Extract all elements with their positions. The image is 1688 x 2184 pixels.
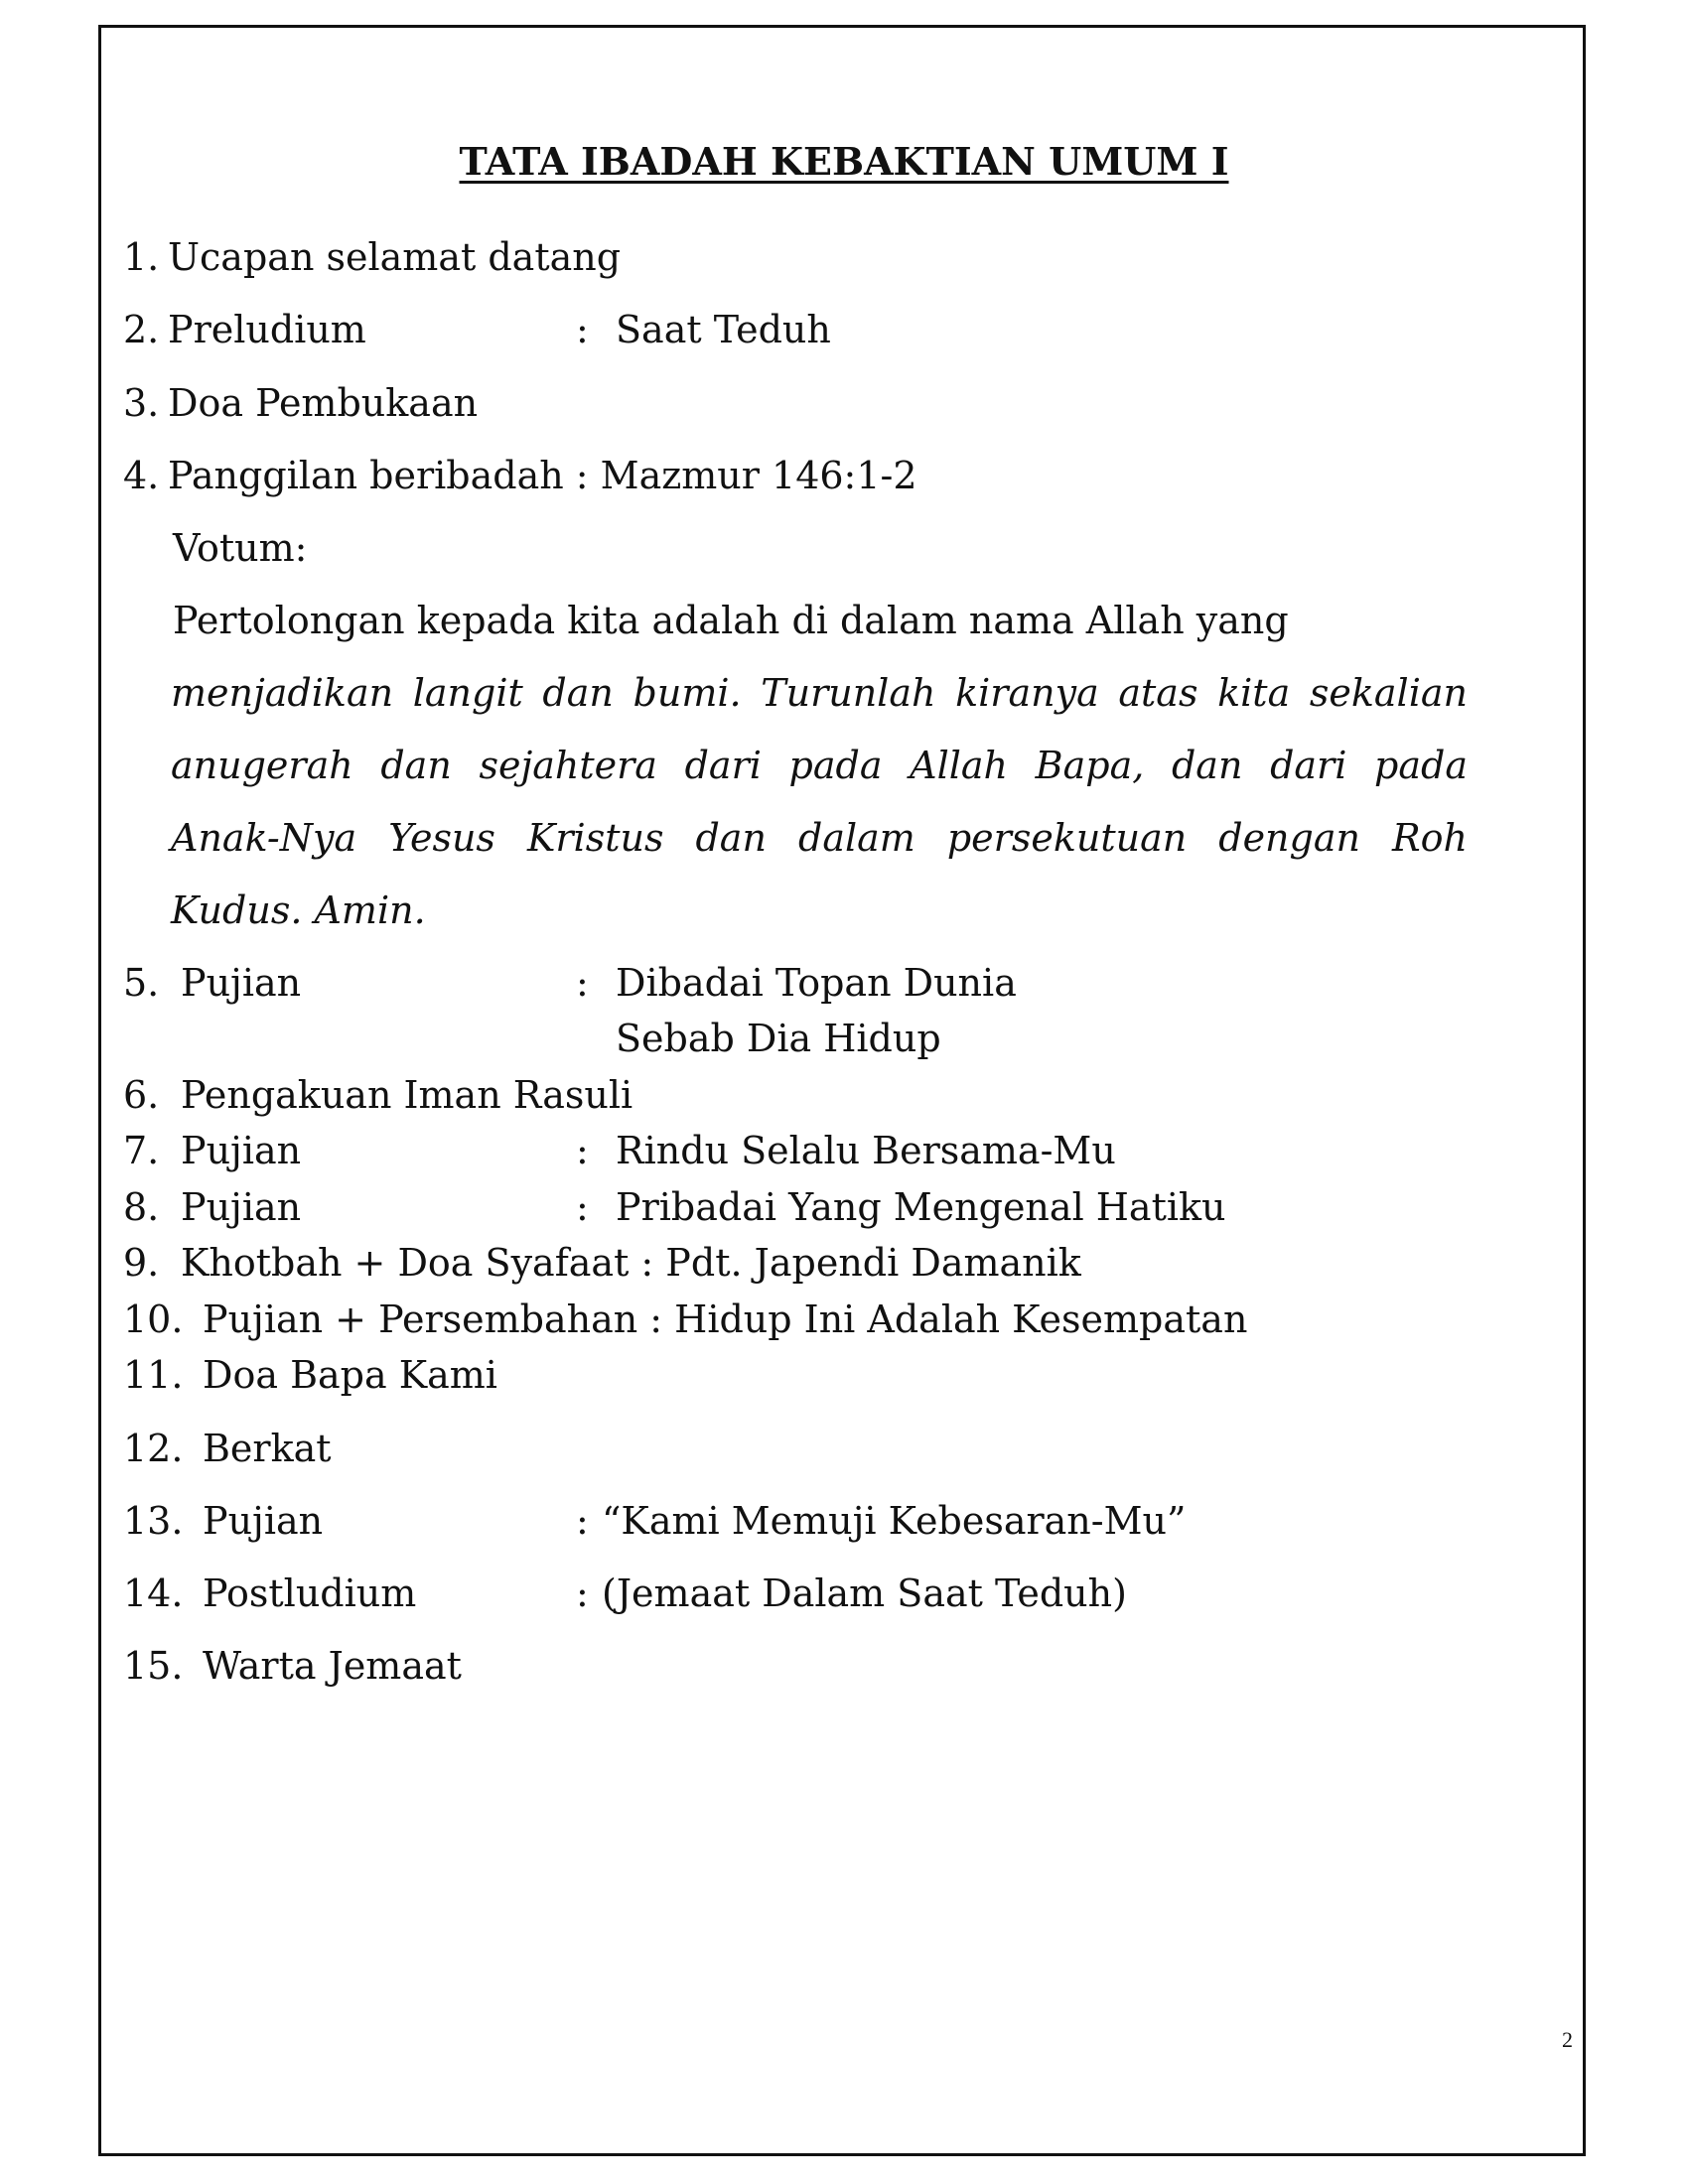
item-separator: :: [576, 1185, 589, 1229]
item-separator: :: [576, 1499, 589, 1543]
item-number: 7.: [123, 1129, 160, 1172]
item-label: Pengakuan Iman Rasuli: [181, 1073, 633, 1117]
item-label: Ucapan selamat datang: [168, 235, 622, 279]
item-separator: :: [576, 308, 589, 351]
item-number: 15.: [123, 1644, 184, 1688]
item-label: Pujian: [181, 1185, 302, 1229]
votum-line: Anak-Nya Yesus Kristus dan dalam persekutuan dengan Roh: [171, 816, 1468, 860]
item-value: Dibadai Topan Dunia: [616, 961, 1017, 1005]
item-label: Postludium: [203, 1571, 417, 1615]
page-title: TATA IBADAH KEBAKTIAN UMUM I: [459, 139, 1229, 184]
item-label: Panggilan beribadah : Mazmur 146:1-2: [168, 454, 917, 497]
item-number: 10.: [123, 1297, 184, 1341]
item-number: 13.: [123, 1499, 184, 1543]
item-label: Pujian: [203, 1499, 324, 1543]
item-number: 2.: [123, 308, 160, 351]
item-value: Pribadai Yang Mengenal Hatiku: [616, 1185, 1226, 1229]
item-number: 1.: [123, 235, 160, 279]
votum-line: Kudus. Amin.: [171, 888, 426, 932]
votum-line: anugerah dan sejahtera dari pada Allah Bapa, dan dari pada: [171, 744, 1468, 787]
item-label: Khotbah + Doa Syafaat : Pdt. Japendi Damanik: [181, 1241, 1081, 1285]
item-label: Berkat: [203, 1427, 332, 1470]
item-number: 3.: [123, 381, 160, 425]
item-value: “Kami Memuji Kebesaran-Mu”: [602, 1499, 1187, 1543]
item-label: Preludium: [168, 308, 366, 351]
item-label: Doa Pembukaan: [168, 381, 479, 425]
item-value: (Jemaat Dalam Saat Teduh): [602, 1571, 1127, 1615]
item-label: Pujian + Persembahan : Hidup Ini Adalah Kesempatan: [203, 1297, 1248, 1341]
item-number: 6.: [123, 1073, 160, 1117]
page-number: 2: [1562, 2027, 1573, 2052]
item-number: 11.: [123, 1353, 184, 1397]
item-label: Pujian: [181, 1129, 302, 1172]
item-label: Doa Bapa Kami: [203, 1353, 497, 1397]
item-value: Saat Teduh: [616, 308, 831, 351]
item-separator: :: [576, 1571, 589, 1615]
votum-line: menjadikan langit dan bumi. Turunlah kiranya atas kita sekalian: [171, 671, 1468, 715]
item-number: 9.: [123, 1241, 160, 1285]
item-number: 4.: [123, 454, 160, 497]
item-label: Pujian: [181, 961, 302, 1005]
item-separator: :: [576, 1129, 589, 1172]
item-number: 12.: [123, 1427, 184, 1470]
votum-label: Votum:: [173, 526, 308, 570]
item-value: Sebab Dia Hidup: [616, 1017, 941, 1060]
item-separator: :: [576, 961, 589, 1005]
item-number: 14.: [123, 1571, 184, 1615]
item-value: Rindu Selalu Bersama-Mu: [616, 1129, 1116, 1172]
item-label: Warta Jemaat: [203, 1644, 462, 1688]
votum-line: Pertolongan kepada kita adalah di dalam nama Allah yang: [173, 599, 1289, 642]
item-number: 8.: [123, 1185, 160, 1229]
item-number: 5.: [123, 961, 160, 1005]
